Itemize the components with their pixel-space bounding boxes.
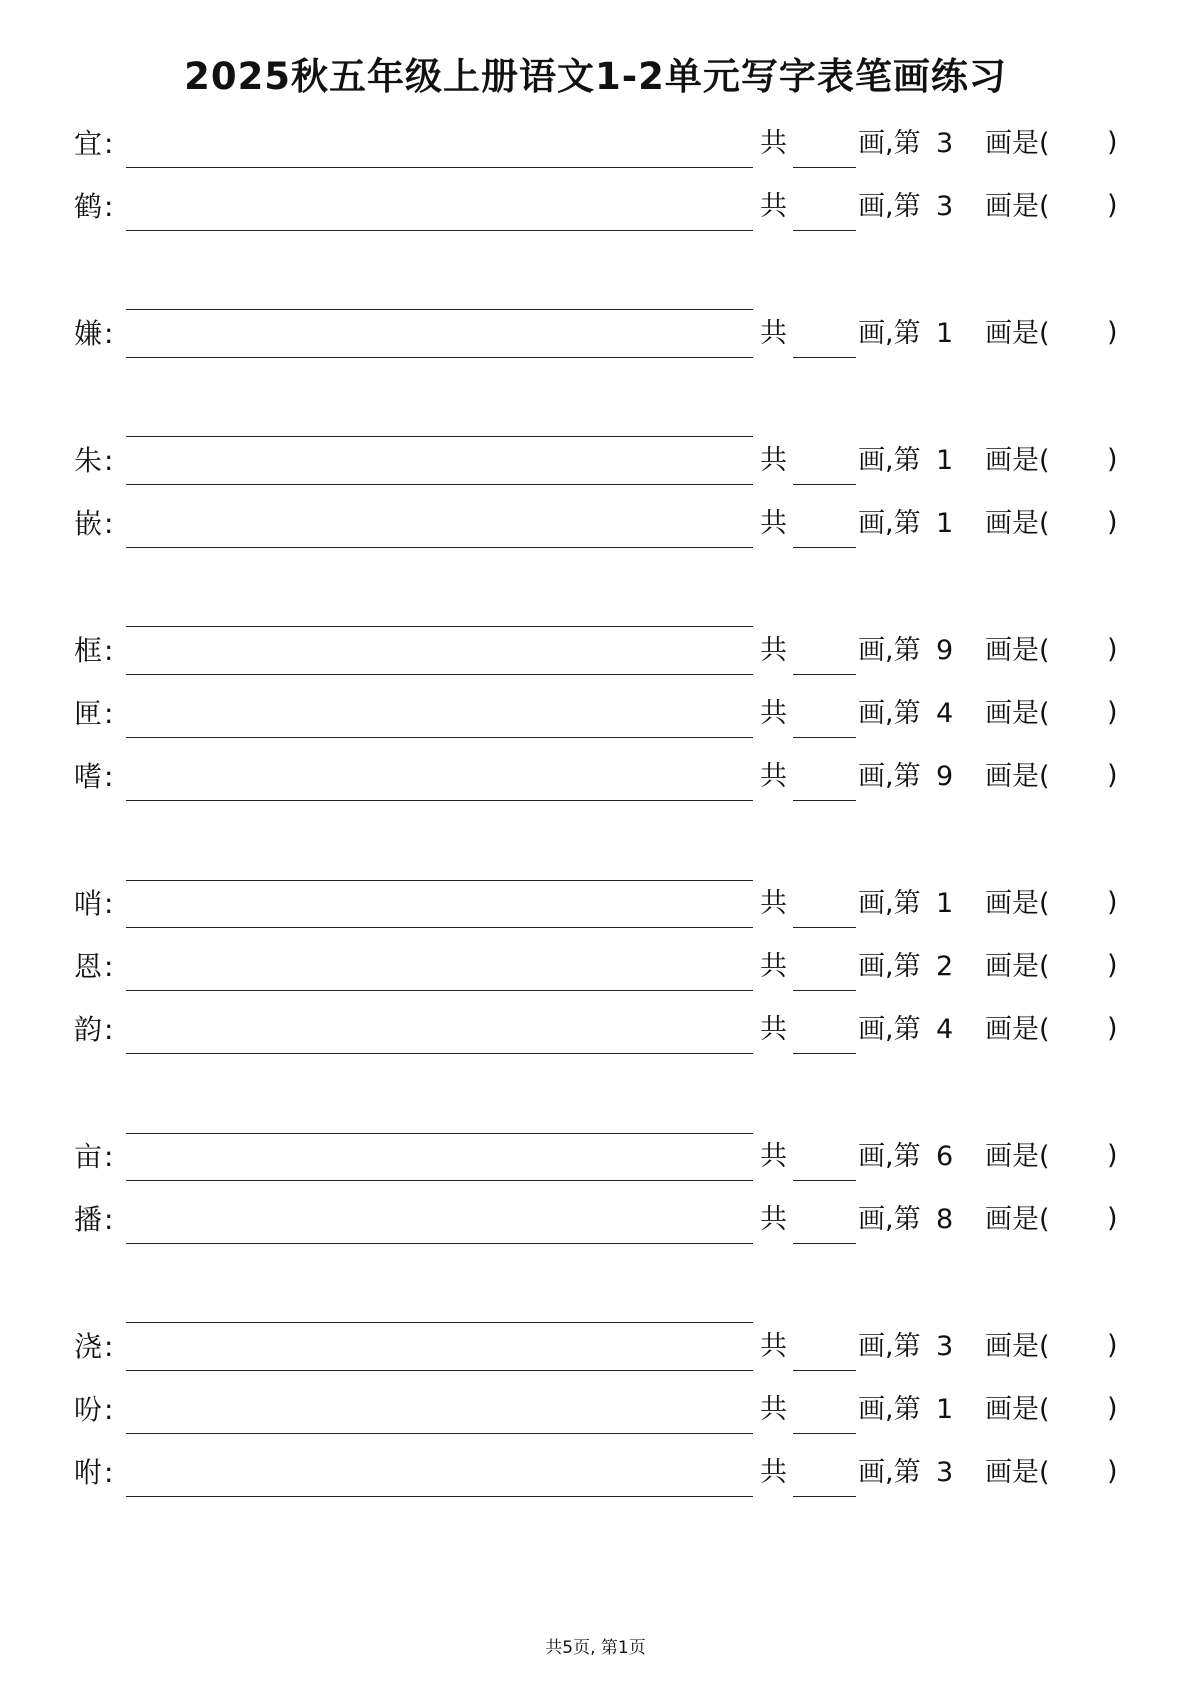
writing-line[interactable] [126,800,753,801]
answer-close-paren: ) [1107,317,1118,348]
stroke-answer-label: 画是( [985,318,1050,349]
exercise-row [0,318,1191,358]
stroke-count-blank[interactable] [793,990,856,991]
writing-line[interactable] [126,1496,753,1497]
stroke-count-blank[interactable] [793,357,856,358]
stroke-index-label: 画,第 [858,761,921,792]
stroke-answer-label: 画是( [985,191,1050,222]
colon: : [104,887,114,920]
writing-line[interactable] [126,357,753,358]
stroke-index-number: 4 [936,698,954,729]
total-label: 共 [760,508,787,539]
answer-close-paren: ) [1107,1203,1118,1234]
answer-close-paren: ) [1107,634,1118,665]
total-label: 共 [760,1394,787,1425]
character-label: 嵌 [74,507,103,540]
stroke-answer-label: 画是( [985,951,1050,982]
exercise-row [0,698,1191,738]
colon: : [104,760,114,793]
character-label: 匣 [74,697,103,730]
stroke-answer-label: 画是( [985,888,1050,919]
stroke-answer-label: 画是( [985,1014,1050,1045]
stroke-count-blank[interactable] [793,674,856,675]
colon: : [104,1393,114,1426]
extra-writing-line[interactable] [126,626,753,627]
answer-close-paren: ) [1107,507,1118,538]
stroke-index-label: 画,第 [858,1204,921,1235]
colon: : [104,1013,114,1046]
stroke-index-number: 1 [936,508,954,539]
character-label: 吩 [74,1393,103,1426]
stroke-count-blank[interactable] [793,1053,856,1054]
character-label: 咐 [74,1456,103,1489]
stroke-index-number: 1 [936,318,954,349]
stroke-count-blank[interactable] [793,1243,856,1244]
stroke-count-blank[interactable] [793,737,856,738]
stroke-index-number: 1 [936,445,954,476]
colon: : [104,1456,114,1489]
colon: : [104,507,114,540]
answer-close-paren: ) [1107,444,1118,475]
stroke-answer-label: 画是( [985,128,1050,159]
character-label: 韵 [74,1013,103,1046]
stroke-index-label: 画,第 [858,508,921,539]
exercise-row [0,128,1191,168]
stroke-answer-label: 画是( [985,698,1050,729]
character-label: 哨 [74,887,103,920]
stroke-answer-label: 画是( [985,445,1050,476]
exercise-row [0,635,1191,675]
answer-close-paren: ) [1107,1393,1118,1424]
stroke-index-label: 画,第 [858,635,921,666]
writing-line[interactable] [126,167,753,168]
stroke-count-blank[interactable] [793,484,856,485]
stroke-count-blank[interactable] [793,167,856,168]
colon: : [104,697,114,730]
stroke-count-blank[interactable] [793,1433,856,1434]
stroke-answer-label: 画是( [985,635,1050,666]
stroke-answer-label: 画是( [985,1204,1050,1235]
character-label: 嗜 [74,760,103,793]
total-label: 共 [760,191,787,222]
total-label: 共 [760,1331,787,1362]
exercise-row [0,445,1191,485]
total-label: 共 [760,128,787,159]
stroke-answer-label: 画是( [985,761,1050,792]
stroke-count-blank[interactable] [793,547,856,548]
answer-close-paren: ) [1107,887,1118,918]
exercise-row [0,951,1191,991]
exercise-row [0,1141,1191,1181]
extra-writing-line[interactable] [126,436,753,437]
total-label: 共 [760,761,787,792]
stroke-answer-label: 画是( [985,1331,1050,1362]
character-label: 宜 [74,127,103,160]
colon: : [104,1203,114,1236]
answer-close-paren: ) [1107,697,1118,728]
character-label: 亩 [74,1140,103,1173]
writing-line[interactable] [126,1433,753,1434]
colon: : [104,127,114,160]
writing-line[interactable] [126,1053,753,1054]
stroke-index-label: 画,第 [858,698,921,729]
extra-writing-line[interactable] [126,1133,753,1134]
exercise-row [0,1394,1191,1434]
stroke-answer-label: 画是( [985,1141,1050,1172]
exercise-row [0,508,1191,548]
writing-line[interactable] [126,1370,753,1371]
stroke-answer-label: 画是( [985,1394,1050,1425]
colon: : [104,1330,114,1363]
total-label: 共 [760,635,787,666]
exercise-row [0,1014,1191,1054]
stroke-count-blank[interactable] [793,927,856,928]
total-label: 共 [760,888,787,919]
character-label: 朱 [74,444,103,477]
stroke-index-number: 9 [936,761,954,792]
stroke-index-label: 画,第 [858,191,921,222]
writing-line[interactable] [126,547,753,548]
answer-close-paren: ) [1107,1013,1118,1044]
stroke-index-number: 3 [936,128,954,159]
exercise-row [0,761,1191,801]
stroke-index-label: 画,第 [858,888,921,919]
stroke-index-number: 1 [936,1394,954,1425]
character-label: 鹤 [74,190,103,223]
answer-close-paren: ) [1107,1330,1118,1361]
character-label: 嫌 [74,317,103,350]
stroke-index-number: 6 [936,1141,954,1172]
stroke-index-number: 3 [936,1331,954,1362]
answer-close-paren: ) [1107,127,1118,158]
stroke-index-label: 画,第 [858,1141,921,1172]
stroke-index-label: 画,第 [858,1394,921,1425]
stroke-index-number: 3 [936,1457,954,1488]
colon: : [104,1140,114,1173]
stroke-answer-label: 画是( [985,1457,1050,1488]
stroke-index-label: 画,第 [858,1014,921,1045]
page-footer: 共5页, 第1页 [545,1638,646,1658]
writing-line[interactable] [126,1243,753,1244]
total-label: 共 [760,1204,787,1235]
stroke-index-label: 画,第 [858,1457,921,1488]
writing-line[interactable] [126,927,753,928]
exercise-row [0,1204,1191,1244]
writing-line[interactable] [126,990,753,991]
total-label: 共 [760,698,787,729]
stroke-count-blank[interactable] [793,1496,856,1497]
stroke-index-label: 画,第 [858,318,921,349]
answer-close-paren: ) [1107,760,1118,791]
total-label: 共 [760,1457,787,1488]
writing-line[interactable] [126,1180,753,1181]
stroke-count-blank[interactable] [793,1370,856,1371]
stroke-index-number: 8 [936,1204,954,1235]
stroke-index-number: 4 [936,1014,954,1045]
stroke-index-label: 画,第 [858,951,921,982]
page-title: 2025秋五年级上册语文1-2单元写字表笔画练习 [184,55,1007,98]
exercise-row [0,888,1191,928]
stroke-count-blank[interactable] [793,230,856,231]
character-label: 框 [74,634,103,667]
answer-close-paren: ) [1107,190,1118,221]
stroke-count-blank[interactable] [793,1180,856,1181]
extra-writing-line[interactable] [126,1322,753,1323]
answer-close-paren: ) [1107,1456,1118,1487]
colon: : [104,950,114,983]
colon: : [104,634,114,667]
total-label: 共 [760,318,787,349]
extra-writing-line[interactable] [126,880,753,881]
exercise-row [0,1457,1191,1497]
answer-close-paren: ) [1107,950,1118,981]
stroke-index-label: 画,第 [858,445,921,476]
answer-close-paren: ) [1107,1140,1118,1171]
total-label: 共 [760,1141,787,1172]
stroke-index-label: 画,第 [858,128,921,159]
stroke-answer-label: 画是( [985,508,1050,539]
writing-line[interactable] [126,230,753,231]
extra-writing-line[interactable] [126,309,753,310]
writing-line[interactable] [126,737,753,738]
character-label: 恩 [74,950,103,983]
colon: : [104,190,114,223]
stroke-index-label: 画,第 [858,1331,921,1362]
stroke-index-number: 2 [936,951,954,982]
total-label: 共 [760,1014,787,1045]
stroke-index-number: 9 [936,635,954,666]
character-label: 播 [74,1203,103,1236]
stroke-index-number: 3 [936,191,954,222]
colon: : [104,444,114,477]
exercise-row [0,191,1191,231]
total-label: 共 [760,951,787,982]
exercise-row [0,1331,1191,1371]
total-label: 共 [760,445,787,476]
character-label: 浇 [74,1330,103,1363]
colon: : [104,317,114,350]
stroke-index-number: 1 [936,888,954,919]
stroke-count-blank[interactable] [793,800,856,801]
writing-line[interactable] [126,674,753,675]
writing-line[interactable] [126,484,753,485]
